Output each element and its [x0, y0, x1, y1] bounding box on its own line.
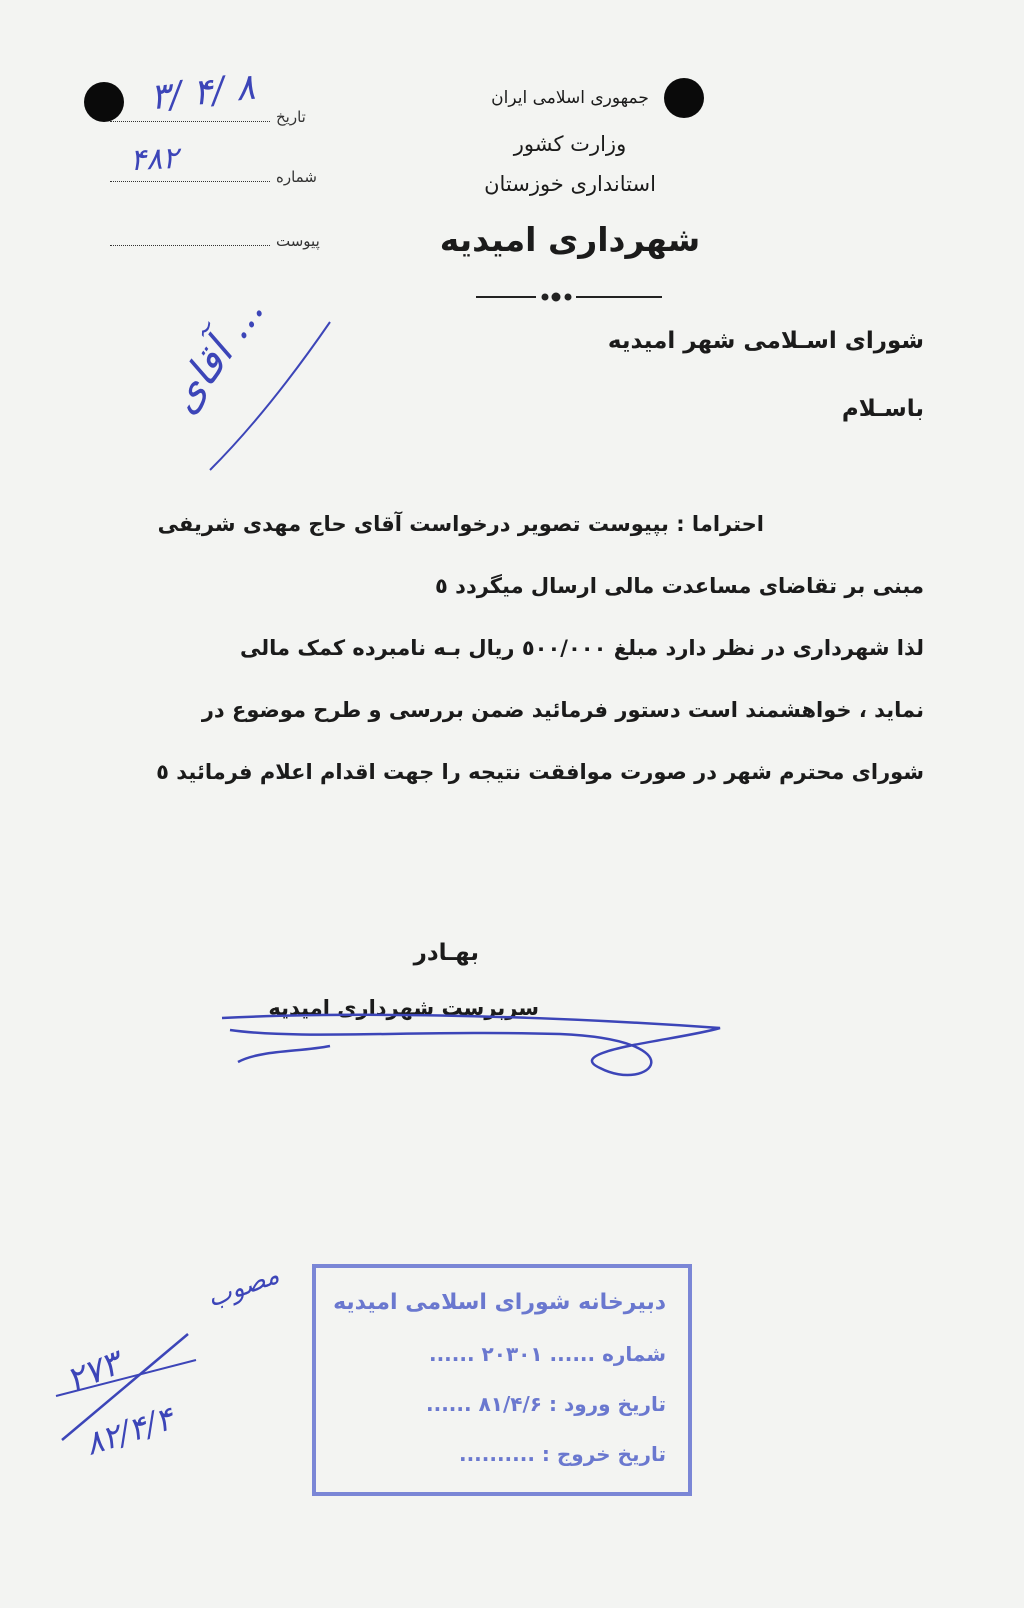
handwritten-approved: مصوب — [203, 1260, 284, 1314]
margin-flourish — [210, 322, 330, 470]
stamp-number-row: شماره ...... ۲۰۳۰۱ ...... — [428, 1342, 666, 1366]
stamp-entry-date-row: تاریخ ورود : ۸۱/۴/۶ ...... — [426, 1392, 666, 1416]
stamp-number-value: ۲۰۳۰۱ — [481, 1342, 543, 1366]
stamp-exit-date-label: تاریخ خروج — [556, 1442, 666, 1466]
letterhead-republic: جمهوری اسلامی ایران — [491, 88, 649, 108]
letterhead-municipality: شهرداری امیدیه — [439, 220, 701, 259]
body-line-4: نماید ، خواهشمند است دستور فرمائید ضمن بررسی و طرح موضوع در — [201, 698, 924, 722]
letterhead-governorate: استانداری خوزستان — [484, 172, 656, 196]
letterhead-ministry: وزارت کشور — [513, 132, 627, 156]
stamp-entry-date-label: تاریخ ورود — [563, 1392, 666, 1416]
handwritten-date: ۳/ ۴/ ۸ — [148, 66, 258, 119]
stamp-number-label: شماره — [602, 1342, 666, 1366]
stamp-exit-date-row: تاریخ خروج : .......... — [458, 1442, 666, 1466]
handwritten-margin-note: آقای ... — [157, 286, 274, 423]
signatory-title: سرپرست شهرداری امیدیه — [268, 996, 539, 1020]
body-line-5: شورای محترم شهر در صورت موافقت نتیجه را جهت اقدام اعلام فرمائید ٥ — [156, 760, 924, 784]
letterhead-divider — [476, 293, 662, 301]
approval-underline — [56, 1360, 196, 1396]
addressee: شورای اسـلامی شهر امیدیه — [607, 328, 924, 354]
body-line-2: مبنی بر تقاضای مساعدت مالی ارسال میگردد ٥ — [435, 574, 924, 598]
handwritten-note-date: ۸۲/۴/۴ — [80, 1398, 178, 1464]
date-label: تاریخ — [276, 108, 306, 126]
handwritten-note-number: ۲۷۳ — [60, 1343, 127, 1401]
stamp-title: دبیرخانه شورای اسلامی امیدیه — [333, 1290, 666, 1315]
handwritten-number: ۴۸۲ — [129, 140, 180, 179]
body-line-1: احتراما : بپیوست تصویر درخواست آقای حاج مهدی شریفی — [157, 512, 764, 536]
body-line-3: لذا شهرداری در نظر دارد مبلغ ٥٠٠/٠٠٠ ریال بـه نامبرده کمک مالی — [240, 636, 924, 660]
approval-strike — [62, 1334, 188, 1440]
closing-name: بهـادر — [413, 940, 479, 966]
signature — [222, 1015, 720, 1075]
attachment-label: پیوست — [276, 232, 320, 250]
number-label: شماره — [276, 168, 317, 186]
greeting: باسـلام — [841, 396, 924, 422]
stamp-entry-date-value: ۸۱/۴/۶ — [478, 1392, 542, 1416]
